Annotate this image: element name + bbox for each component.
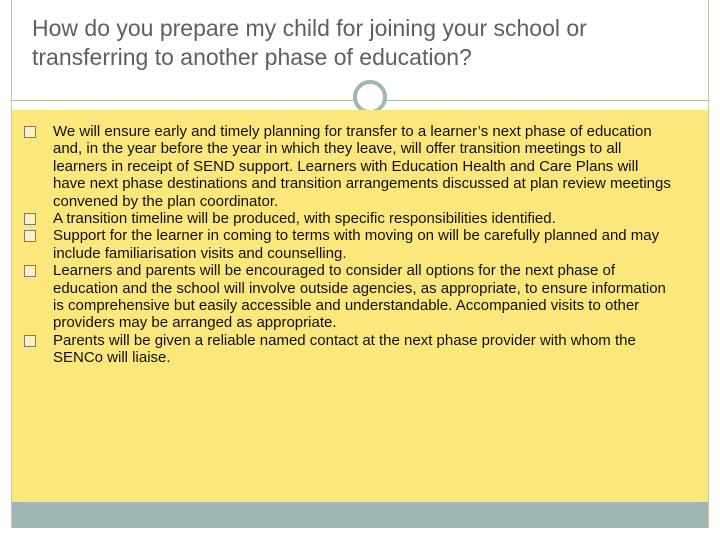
square-bullet-icon [24, 335, 36, 347]
bullet-text: A transition timeline will be produced, with specific responsibilities identified. [53, 210, 556, 228]
content-panel [12, 110, 708, 502]
bullet-list [24, 123, 674, 367]
bullet-text: Support for the learner in coming to terms with moving on will be carefully planned and may include familiarisation visits and counselling. [53, 227, 660, 262]
list-item [24, 262, 674, 332]
square-bullet-icon [24, 230, 36, 242]
bullet-text: Parents will be given a reliable named contact at the next phase provider with whom the SENCo will liaise. [53, 331, 636, 367]
square-bullet-icon [24, 126, 36, 138]
bullet-text: Learners and parents will be encouraged to consider all options for the next phase of education and the school will involve outside agencies, as appropriate, to ensure information is comprehensive but easily accessible and understandable. Accompanied visits to other providers may be arranged as appropriate. [53, 262, 666, 332]
list-item [24, 210, 674, 227]
list-item [24, 227, 674, 262]
square-bullet-icon [24, 213, 36, 225]
circle-ornament-icon [353, 80, 387, 114]
slide-title: How do you prepare my child for joining your school or transferring to another phase of education? [32, 15, 587, 70]
slide [11, 0, 709, 528]
bullet-text: We will ensure early and timely planning for transfer to a learner’s next phase of education and, in the year before the year in which they leave, will offer transition meetings to all learners in receipt of SEND support. Learners with Education Health and Care Plans will have next phase destinations and transition arrangements discussed at plan review meetings convened by the plan coordinator. [53, 123, 671, 210]
square-bullet-icon [24, 265, 36, 277]
list-item [24, 332, 674, 367]
footer-bar [12, 502, 708, 528]
list-item [24, 123, 674, 210]
